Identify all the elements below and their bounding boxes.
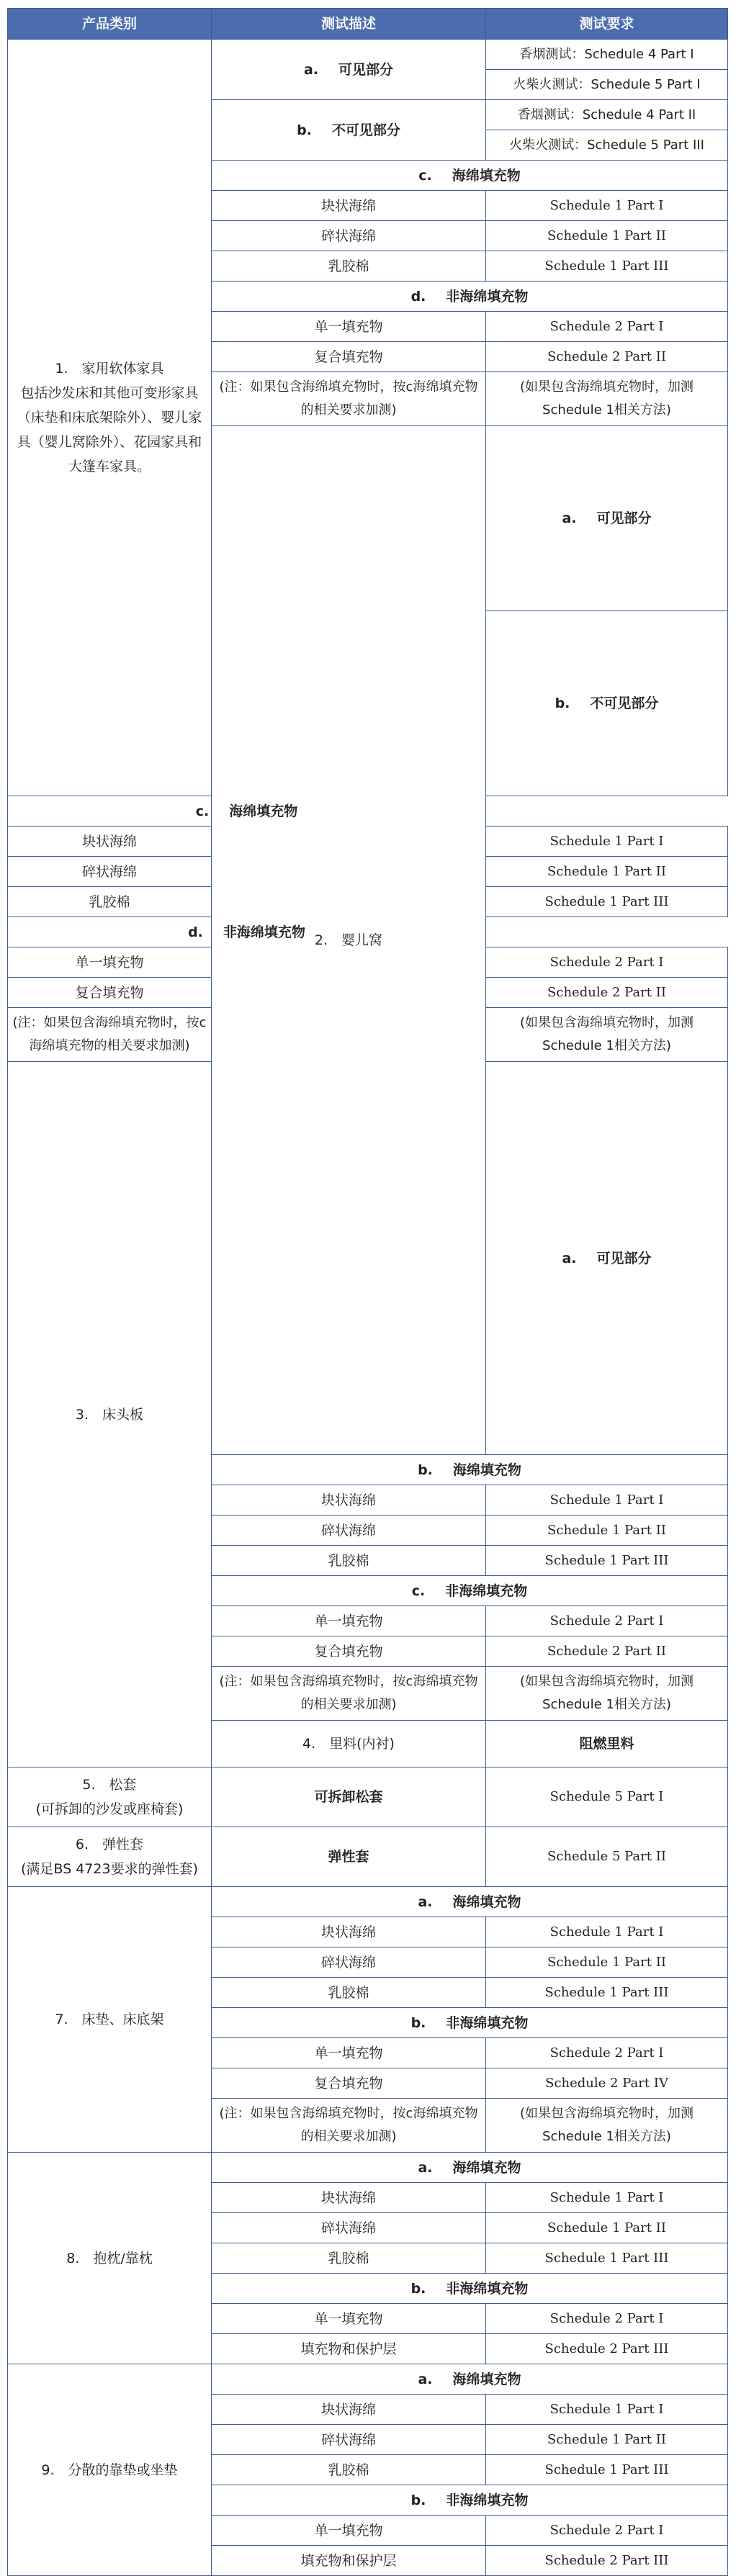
description-cell: 碎状海绵 bbox=[212, 2213, 486, 2243]
note-requirement: (如果包含海绵填充物时，加测Schedule 1相关方法) bbox=[486, 1008, 728, 1062]
section-label: 非海绵填充物 bbox=[446, 2280, 529, 2297]
table-row bbox=[8, 2153, 728, 2183]
note-description: (注：如果包含海绵填充物时，按c海绵填充物的相关要求加测) bbox=[8, 1008, 212, 1062]
requirement-cell: Schedule 1 Part III bbox=[486, 251, 728, 282]
requirement-cell: Schedule 1 Part III bbox=[486, 887, 728, 917]
section-letter: d. bbox=[410, 288, 426, 305]
description-cell: 碎状海绵 bbox=[212, 2425, 486, 2455]
note-requirement: (如果包含海绵填充物时，加测Schedule 1相关方法) bbox=[486, 1667, 728, 1721]
requirement-cell: Schedule 2 Part I bbox=[486, 2516, 728, 2546]
section-label: 海绵填充物 bbox=[452, 1462, 521, 1478]
section-label: 可见部分 bbox=[596, 510, 652, 526]
requirement-cell: Schedule 5 Part II bbox=[486, 1827, 728, 1887]
description-cell: 复合填充物 bbox=[8, 978, 212, 1008]
section-letter: a. bbox=[303, 61, 319, 78]
table-row bbox=[8, 2364, 728, 2395]
category-6-title: 6. 弹性套 bbox=[75, 1837, 144, 1852]
description-cell: 块状海绵 bbox=[212, 1917, 486, 1947]
section-label: 海绵填充物 bbox=[229, 803, 298, 819]
section-letter: d. bbox=[188, 924, 203, 940]
description-cell: 块状海绵 bbox=[212, 2183, 486, 2213]
section-label: 非海绵填充物 bbox=[446, 2492, 529, 2508]
section-letter: b. bbox=[297, 122, 312, 138]
requirement-cell: Schedule 1 Part III bbox=[486, 2243, 728, 2274]
note-description: (注：如果包含海绵填充物时，按c海绵填充物的相关要求加测) bbox=[212, 2099, 486, 2153]
section-nonfoam-fill bbox=[8, 917, 486, 947]
requirement-cell: Schedule 2 Part I bbox=[486, 312, 728, 342]
section-label: 海绵填充物 bbox=[452, 2159, 521, 2176]
requirement-cell: Schedule 1 Part II bbox=[486, 1947, 728, 1978]
description-cell: 填充物和保护层 bbox=[212, 2334, 486, 2364]
description-cell: 块状海绵 bbox=[212, 1485, 486, 1516]
requirement-cell: Schedule 1 Part II bbox=[486, 1516, 728, 1546]
requirement-cell: Schedule 1 Part II bbox=[486, 2213, 728, 2243]
requirement-cell: Schedule 2 Part I bbox=[486, 1606, 728, 1636]
section-foam-fill bbox=[212, 1455, 728, 1485]
section-letter: b. bbox=[555, 695, 570, 711]
section-foam-fill bbox=[212, 2153, 728, 2183]
requirement-cell: Schedule 1 Part II bbox=[486, 857, 728, 887]
description-cell: 块状海绵 bbox=[8, 827, 212, 857]
section-letter: b. bbox=[410, 2280, 426, 2297]
description-cell: 块状海绵 bbox=[212, 2395, 486, 2425]
table-row bbox=[8, 40, 728, 70]
table-row bbox=[8, 1827, 728, 1887]
requirement-cell: Schedule 1 Part I bbox=[486, 1485, 728, 1516]
description-cell: 单一填充物 bbox=[212, 2038, 486, 2068]
requirement-cell: Schedule 1 Part II bbox=[486, 221, 728, 251]
description-cell: 单一填充物 bbox=[212, 312, 486, 342]
table-row bbox=[8, 1887, 728, 1917]
section-label: 非海绵填充物 bbox=[445, 1582, 528, 1599]
requirement-cell: Schedule 2 Part II bbox=[486, 978, 728, 1008]
description-cell: 阻燃里料 bbox=[486, 1721, 728, 1767]
description-cell: 乳胶棉 bbox=[212, 1546, 486, 1576]
description-cell: 填充物和保护层 bbox=[212, 2546, 486, 2576]
requirement-cell: Schedule 2 Part II bbox=[486, 342, 728, 372]
header-description: 测试描述 bbox=[212, 9, 486, 40]
category-5-cell bbox=[8, 1767, 212, 1827]
category-1-detail: 包括沙发床和其他可变形家具（床垫和床底架除外）、婴儿家具（婴儿窝除外）、花园家具和大篷车家具。 bbox=[17, 385, 202, 474]
table-row bbox=[8, 796, 728, 827]
note-description: (注：如果包含海绵填充物时，按c海绵填充物的相关要求加测) bbox=[212, 372, 486, 426]
requirement-cell: Schedule 1 Part I bbox=[486, 2395, 728, 2425]
category-3-cell: 3. 床头板 bbox=[8, 1062, 212, 1767]
category-6-detail: (满足BS 4723要求的弹性套) bbox=[21, 1861, 198, 1877]
header-category: 产品类别 bbox=[8, 9, 212, 40]
section-label: 不可见部分 bbox=[331, 122, 400, 138]
section-foam-fill bbox=[212, 1887, 728, 1917]
requirement-cell: 火柴火测试：Schedule 5 Part I bbox=[486, 70, 728, 100]
description-cell: 单一填充物 bbox=[212, 1606, 486, 1636]
section-label: 海绵填充物 bbox=[452, 167, 521, 184]
section-label: 非海绵填充物 bbox=[446, 288, 529, 305]
table-row bbox=[8, 1767, 728, 1827]
description-cell: 块状海绵 bbox=[212, 191, 486, 221]
requirement-cell: Schedule 2 Part I bbox=[486, 2038, 728, 2068]
section-letter: c. bbox=[195, 803, 210, 819]
requirement-cell: Schedule 5 Part I bbox=[486, 1767, 728, 1827]
section-letter: b. bbox=[410, 2492, 426, 2508]
section-invisible bbox=[212, 100, 486, 161]
requirement-cell: Schedule 1 Part II bbox=[486, 2425, 728, 2455]
section-letter: c. bbox=[418, 167, 432, 184]
section-label: 非海绵填充物 bbox=[446, 2014, 529, 2031]
category-5-title: 5. 松套 bbox=[82, 1777, 137, 1793]
description-cell: 单一填充物 bbox=[8, 947, 212, 978]
description-cell: 单一填充物 bbox=[212, 2304, 486, 2334]
description-cell: 乳胶棉 bbox=[212, 2243, 486, 2274]
section-foam-fill bbox=[8, 796, 486, 827]
description-cell: 碎状海绵 bbox=[212, 221, 486, 251]
description-cell: 乳胶棉 bbox=[212, 2455, 486, 2485]
section-label: 海绵填充物 bbox=[452, 1893, 521, 1910]
requirement-cell: Schedule 2 Part I bbox=[486, 947, 728, 978]
requirement-cell: 火柴火测试：Schedule 5 Part III bbox=[486, 130, 728, 161]
section-visible bbox=[486, 426, 728, 611]
section-label: 不可见部分 bbox=[590, 695, 659, 711]
section-letter: b. bbox=[410, 2014, 426, 2031]
requirement-cell: Schedule 1 Part III bbox=[486, 2455, 728, 2485]
section-visible bbox=[212, 40, 486, 100]
section-invisible bbox=[486, 611, 728, 796]
description-cell: 复合填充物 bbox=[212, 1636, 486, 1667]
section-foam-fill bbox=[212, 161, 728, 191]
section-label: 可见部分 bbox=[338, 61, 394, 78]
category-8-cell: 8. 抱枕/靠枕 bbox=[8, 2153, 212, 2364]
header-row bbox=[8, 9, 728, 40]
category-2-cell: 2. 婴儿窝 bbox=[212, 426, 486, 1455]
section-letter: c. bbox=[411, 1582, 426, 1599]
description-cell: 碎状海绵 bbox=[212, 1947, 486, 1978]
description-cell: 复合填充物 bbox=[212, 2068, 486, 2099]
section-label: 非海绵填充物 bbox=[223, 924, 305, 940]
note-requirement: (如果包含海绵填充物时，加测Schedule 1相关方法) bbox=[486, 2099, 728, 2153]
section-nonfoam-fill bbox=[212, 282, 728, 312]
section-visible bbox=[486, 1062, 728, 1455]
requirement-cell: Schedule 2 Part III bbox=[486, 2334, 728, 2364]
note-requirement: (如果包含海绵填充物时，加测Schedule 1相关方法) bbox=[486, 372, 728, 426]
section-nonfoam-fill bbox=[212, 2485, 728, 2516]
category-7-cell: 7. 床垫、床底架 bbox=[8, 1887, 212, 2153]
requirement-cell: Schedule 1 Part I bbox=[486, 1917, 728, 1947]
category-6-cell bbox=[8, 1827, 212, 1887]
section-letter: b. bbox=[418, 1462, 433, 1478]
requirement-cell: Schedule 2 Part IV bbox=[486, 2068, 728, 2099]
requirement-cell: Schedule 1 Part I bbox=[486, 191, 728, 221]
category-9-cell: 9. 分散的靠垫或坐垫 bbox=[8, 2364, 212, 2576]
section-letter: a. bbox=[562, 510, 577, 526]
section-nonfoam-fill bbox=[212, 1576, 728, 1606]
requirement-cell: Schedule 1 Part I bbox=[486, 827, 728, 857]
requirement-cell: 香烟测试：Schedule 4 Part I bbox=[486, 40, 728, 70]
requirement-cell: Schedule 1 Part III bbox=[486, 1978, 728, 2008]
requirement-cell: Schedule 2 Part II bbox=[486, 1636, 728, 1667]
section-label: 海绵填充物 bbox=[452, 2371, 521, 2387]
requirement-cell: Schedule 1 Part III bbox=[486, 1546, 728, 1576]
description-cell: 碎状海绵 bbox=[8, 857, 212, 887]
description-cell: 乳胶棉 bbox=[212, 251, 486, 282]
flammability-test-table bbox=[7, 8, 728, 2576]
header-requirement: 测试要求 bbox=[486, 9, 728, 40]
note-description: (注：如果包含海绵填充物时，按c海绵填充物的相关要求加测) bbox=[212, 1667, 486, 1721]
requirement-cell: Schedule 2 Part III bbox=[486, 2546, 728, 2576]
section-letter: a. bbox=[418, 2371, 433, 2387]
category-1-title: 1. 家用软体家具 bbox=[55, 361, 164, 377]
description-cell: 碎状海绵 bbox=[212, 1516, 486, 1546]
description-cell: 乳胶棉 bbox=[8, 887, 212, 917]
section-letter: a. bbox=[562, 1250, 577, 1266]
section-letter: a. bbox=[418, 1893, 433, 1910]
description-cell: 弹性套 bbox=[212, 1827, 486, 1887]
section-letter: a. bbox=[418, 2159, 433, 2176]
description-cell: 单一填充物 bbox=[212, 2516, 486, 2546]
requirement-cell: 香烟测试：Schedule 4 Part II bbox=[486, 100, 728, 130]
section-foam-fill bbox=[212, 2364, 728, 2395]
description-cell: 复合填充物 bbox=[212, 342, 486, 372]
description-cell: 可拆卸松套 bbox=[212, 1767, 486, 1827]
category-5-detail: (可拆卸的沙发或座椅套) bbox=[35, 1801, 184, 1817]
description-cell: 乳胶棉 bbox=[212, 1978, 486, 2008]
section-nonfoam-fill bbox=[212, 2008, 728, 2038]
requirement-cell: Schedule 1 Part I bbox=[486, 2183, 728, 2213]
category-4-cell: 4. 里料(内衬) bbox=[212, 1721, 486, 1767]
requirement-cell: Schedule 2 Part I bbox=[486, 2304, 728, 2334]
section-nonfoam-fill bbox=[212, 2274, 728, 2304]
category-1-cell bbox=[8, 40, 212, 796]
section-label: 可见部分 bbox=[596, 1250, 652, 1266]
